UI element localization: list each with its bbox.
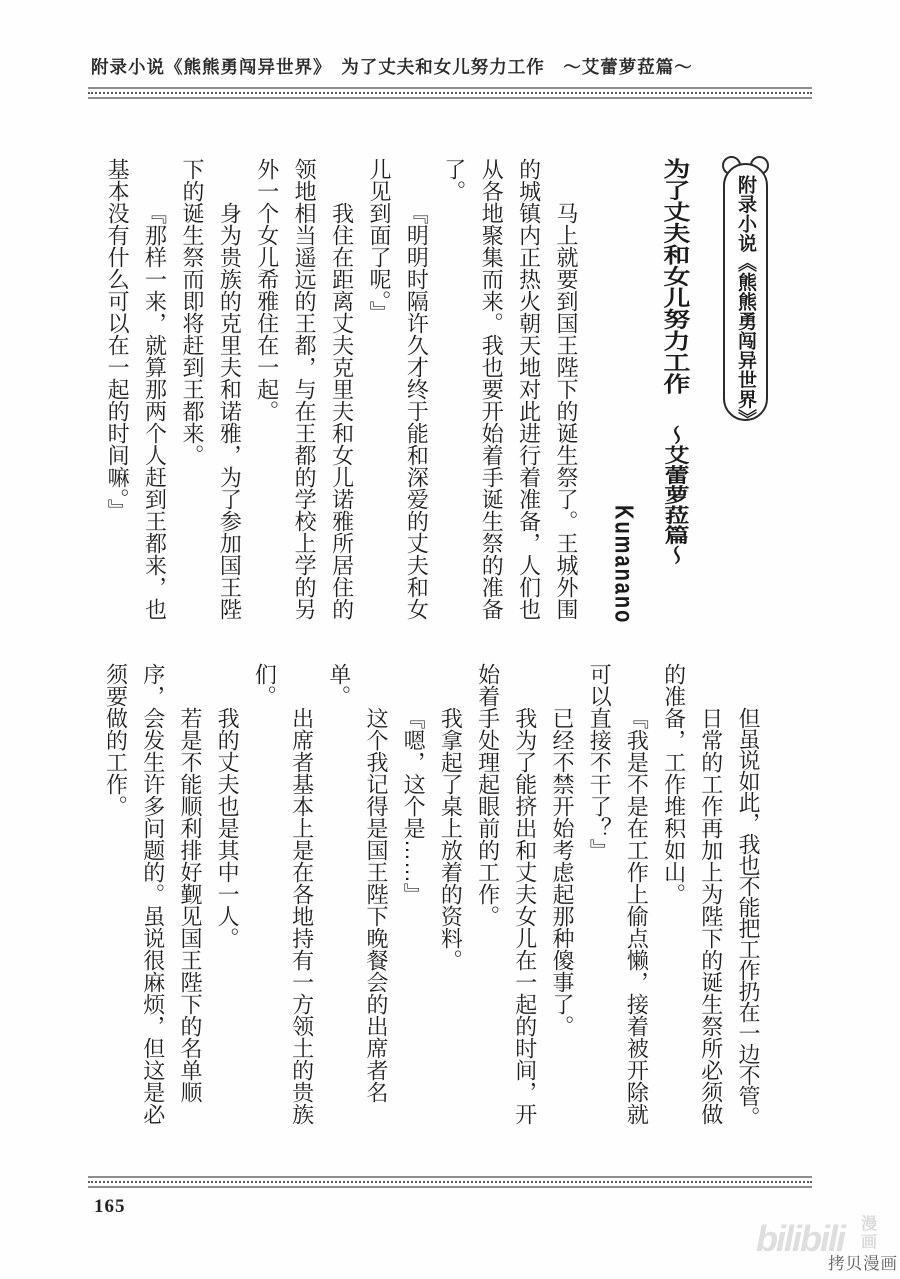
- running-header: 附录小说《熊熊勇闯异世界》 为了丈夫和女儿努力工作 ～艾蕾萝菈篇～: [91, 57, 693, 77]
- story-paragraph: 已经不禁开始考虑起那种傻事了。: [549, 707, 575, 1037]
- series-badge-body: [723, 163, 768, 429]
- story-paragraph: 『我是不是在工作上偷点懒，接着被开除就可以直接不干了？』: [587, 663, 650, 1125]
- series-badge: [723, 163, 768, 429]
- bilibili-logo: bilibili: [756, 1218, 844, 1259]
- story-paragraph: 若是不能顺利排好觐见国王陛下的名单顺序，会发生许多问题的。虽说很麻烦，但这是必须要做的工作。: [103, 663, 203, 1125]
- story-title-block: [598, 158, 700, 624]
- story-paragraph: 出席者基本上是在各地持有一方领土的贵族们。: [252, 663, 315, 1125]
- story-paragraph: 我为了能挤出和丈夫女儿在一起的时间，开始着手处理起眼前的工作。: [475, 663, 538, 1125]
- story-paragraph: 身为贵族的克里夫和诺雅，为了参加国王陛下的诞生祭而即将赶到王都来。: [179, 158, 243, 620]
- story-author: Kumanano: [609, 504, 638, 624]
- story-paragraph: 『那样一来，就算那两个人赶到王都来，也基本没有什么可以在一起的时间嘛。』: [105, 158, 168, 620]
- story-text-block-1: [96, 158, 585, 623]
- bilibili-manhua-label: 漫画: [860, 1216, 877, 1251]
- story-paragraph: 『嗯，这个是……』: [401, 707, 427, 905]
- story-paragraph: 日常的工作再加上为陛下的诞生祭所必须做的准备，工作堆积如山。: [661, 663, 724, 1125]
- series-badge-label: 附录小说《熊熊勇闯异世界》: [735, 175, 756, 429]
- footer-divider: [88, 1176, 812, 1188]
- story-paragraph: 马上就要到国王陛下的诞生祭了。王城外围的城镇内正热火朝天地对此进行着准备，人们也从各地聚集而来。我也要开始着手诞生祭的准备了。: [441, 158, 579, 620]
- story-text-block-2: [97, 663, 767, 1128]
- header-divider: [88, 87, 812, 99]
- story-paragraph: 但虽说如此，我也不能把工作扔在一边不管。: [736, 707, 761, 1127]
- story-title-main: 为了丈夫和女儿努力工作: [660, 158, 690, 395]
- story-paragraph: 我住在距离丈夫克里夫和女儿诺雅所居住的领地相当遥远的王都，与在王都的学校上学的另外一个女儿希雅住在一起。: [254, 158, 355, 620]
- story-paragraph: 这个我记得是国王陛下晚餐会的出席者名单。: [326, 663, 389, 1103]
- story-title: [649, 158, 700, 624]
- story-subtitle: ～艾蕾萝菈篇～: [660, 424, 689, 565]
- page-number: 165: [94, 1196, 126, 1217]
- copy-watermark: 拷贝漫画: [828, 1255, 898, 1273]
- story-paragraph: 『明明时隔许久才终于能和深爱的丈夫和女儿见到面了呢。』: [366, 158, 430, 620]
- story-paragraph: 我的丈夫也是其中一人。: [215, 707, 241, 949]
- story-paragraph: 我拿起了桌上放着的资料。: [438, 707, 464, 971]
